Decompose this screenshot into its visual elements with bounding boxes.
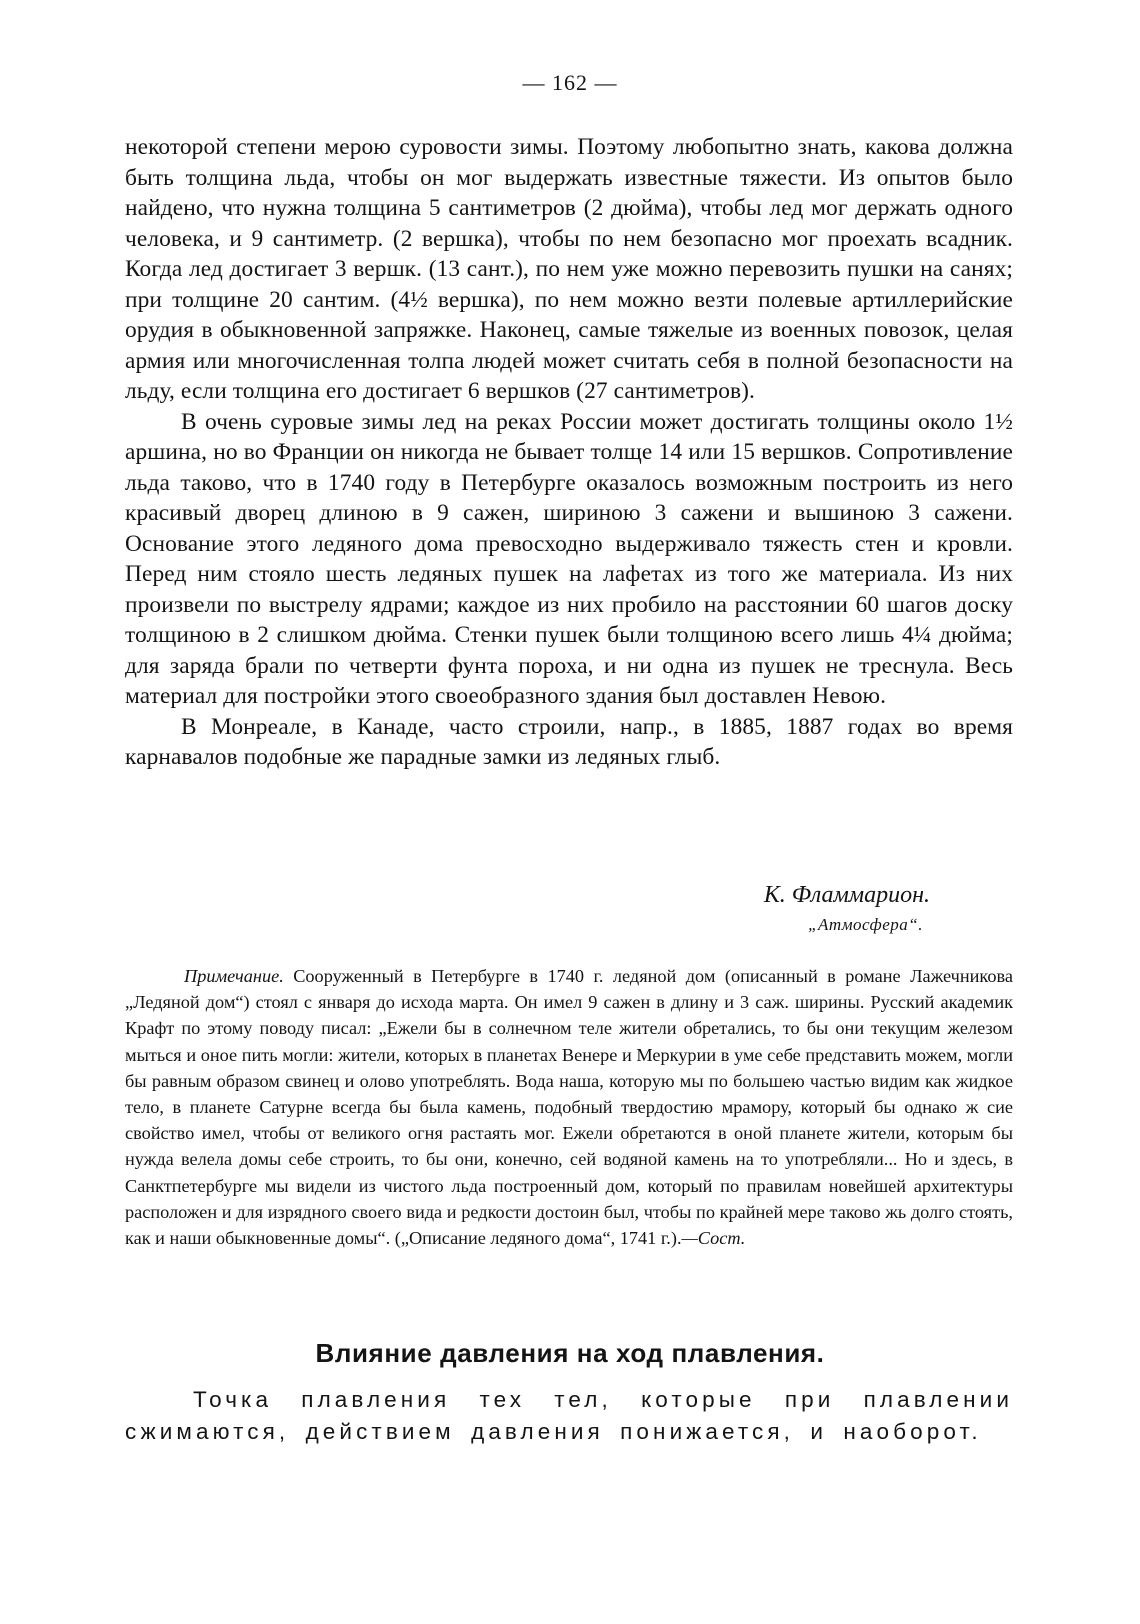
- footnote-body: Сооруженный в Петербурге в 1740 г. ледяной дом (описанный в романе Лажечникова „Ледяной дом“) стоял с января до исхода марта. Он имел 9 сажен в длину и 3 саж. ширины. Русский академик Крафт по этому поводу писал: „Ежели бы в солнечном теле жители обретались, то бы они текущим железом мыться и оное пить могли: жители, которых в планетах Венере и Меркурии в уме себе представить можем, могли бы равным образом свинец и олово употреблять. Вода наша, которую мы по большею частью видим как жидкое тело, в планете Сатурне всегда бы была камень, подобный твердостию мрамору, который бы однако ж сие свойство имел, чтобы от великого огня растаять мог. Ежели обретаются в оной планете жители, которым бы нужда велела домы себе строить, то бы они, конечно, сей водяной камень на то употребляли... Но и здесь, в Санктпетербурге мы видели из чистого льда построенный дом, который по правилам новейшей архитектуры расположен и для изрядного своего вида и редкости достоин был, чтобы по крайней мере таково жь долго стоять, как и наши обыкновенные домы“. („Описание ледяного дома“, 1741 г.).: [125, 966, 1013, 1249]
- footnote-lead: Примечание.: [184, 966, 284, 986]
- paragraph-ice-palace: В очень суровые зимы лед на реках России может достигать толщины около 1½ аршина, но во Франции он никогда не бывает толще 14 или 15 вершков. Сопротивление льда таково, что в 1740 году в Петербурге оказалось возможным построить из него красивый дворец длиною в 9 сажен, шириною 3 сажени и вышиною 3 сажени. Основание этого ледяного дома превосходно выдерживало тяжесть стен и кровли. Перед ним стояло шесть ледяных пушек на лафетах из того же материала. Из них произвели по выстрелу ядрами; каждое из них пробило на расстоянии 60 шагов доску толщиною в 2 слишком дюйма. Стенки пушек были толщиною всего лишь 4¼ дюйма; для заряда брали по четверти фунта пороха, и ни одна из пушек не треснула. Весь материал для постройки этого своеобразного здания был доставлен Невою.: [125, 408, 1013, 709]
- section-text: Точка плавления тех тел, которые при плавлении сжимаются, действием давления понижается, и наоборот.: [125, 1387, 1013, 1444]
- paragraph-montreal: В Монреале, в Канаде, часто строили, напр., в 1885, 1887 годах во время карнавалов подобные же парадные замки из ледяных глыб.: [125, 713, 1013, 770]
- section-heading: Влияние давления на ход плавления.: [315, 1338, 825, 1368]
- footnote: [125, 963, 1013, 1251]
- attribution-source: „Атмосфера“.: [808, 915, 923, 934]
- attribution-author: К. Фламмарион.: [763, 882, 930, 908]
- main-text: [125, 132, 1013, 773]
- page-number: — 162 —: [522, 70, 618, 95]
- paragraph-ice-thickness: некоторой степени мерою суровости зимы. Поэтому любопытно знать, какова должна быть толщина льда, чтобы он мог выдержать известные тяжести. Из опытов было найдено, что нужна толщина 5 сантиметров (2 дюйма), чтобы лед мог держать одного человека, и 9 сантиметр. (2 вершка), чтобы по нем безопасно мог проехать всадник. Когда лед достигает 3 вершк. (13 сант.), по нем уже можно перевозить пушки на санях; при толщине 20 сантим. (4½ вершка), по нем можно везти полевые артиллерийские орудия в обыкновенной запряжке. Наконец, самые тяжелые из военных повозок, целая армия или многочисленная толпа людей может считать себя в полной безопасности на льду, если толщина его достигает 6 вершков (27 сантиметров).: [125, 134, 1013, 404]
- footnote-signature: —Сост.: [681, 1228, 746, 1249]
